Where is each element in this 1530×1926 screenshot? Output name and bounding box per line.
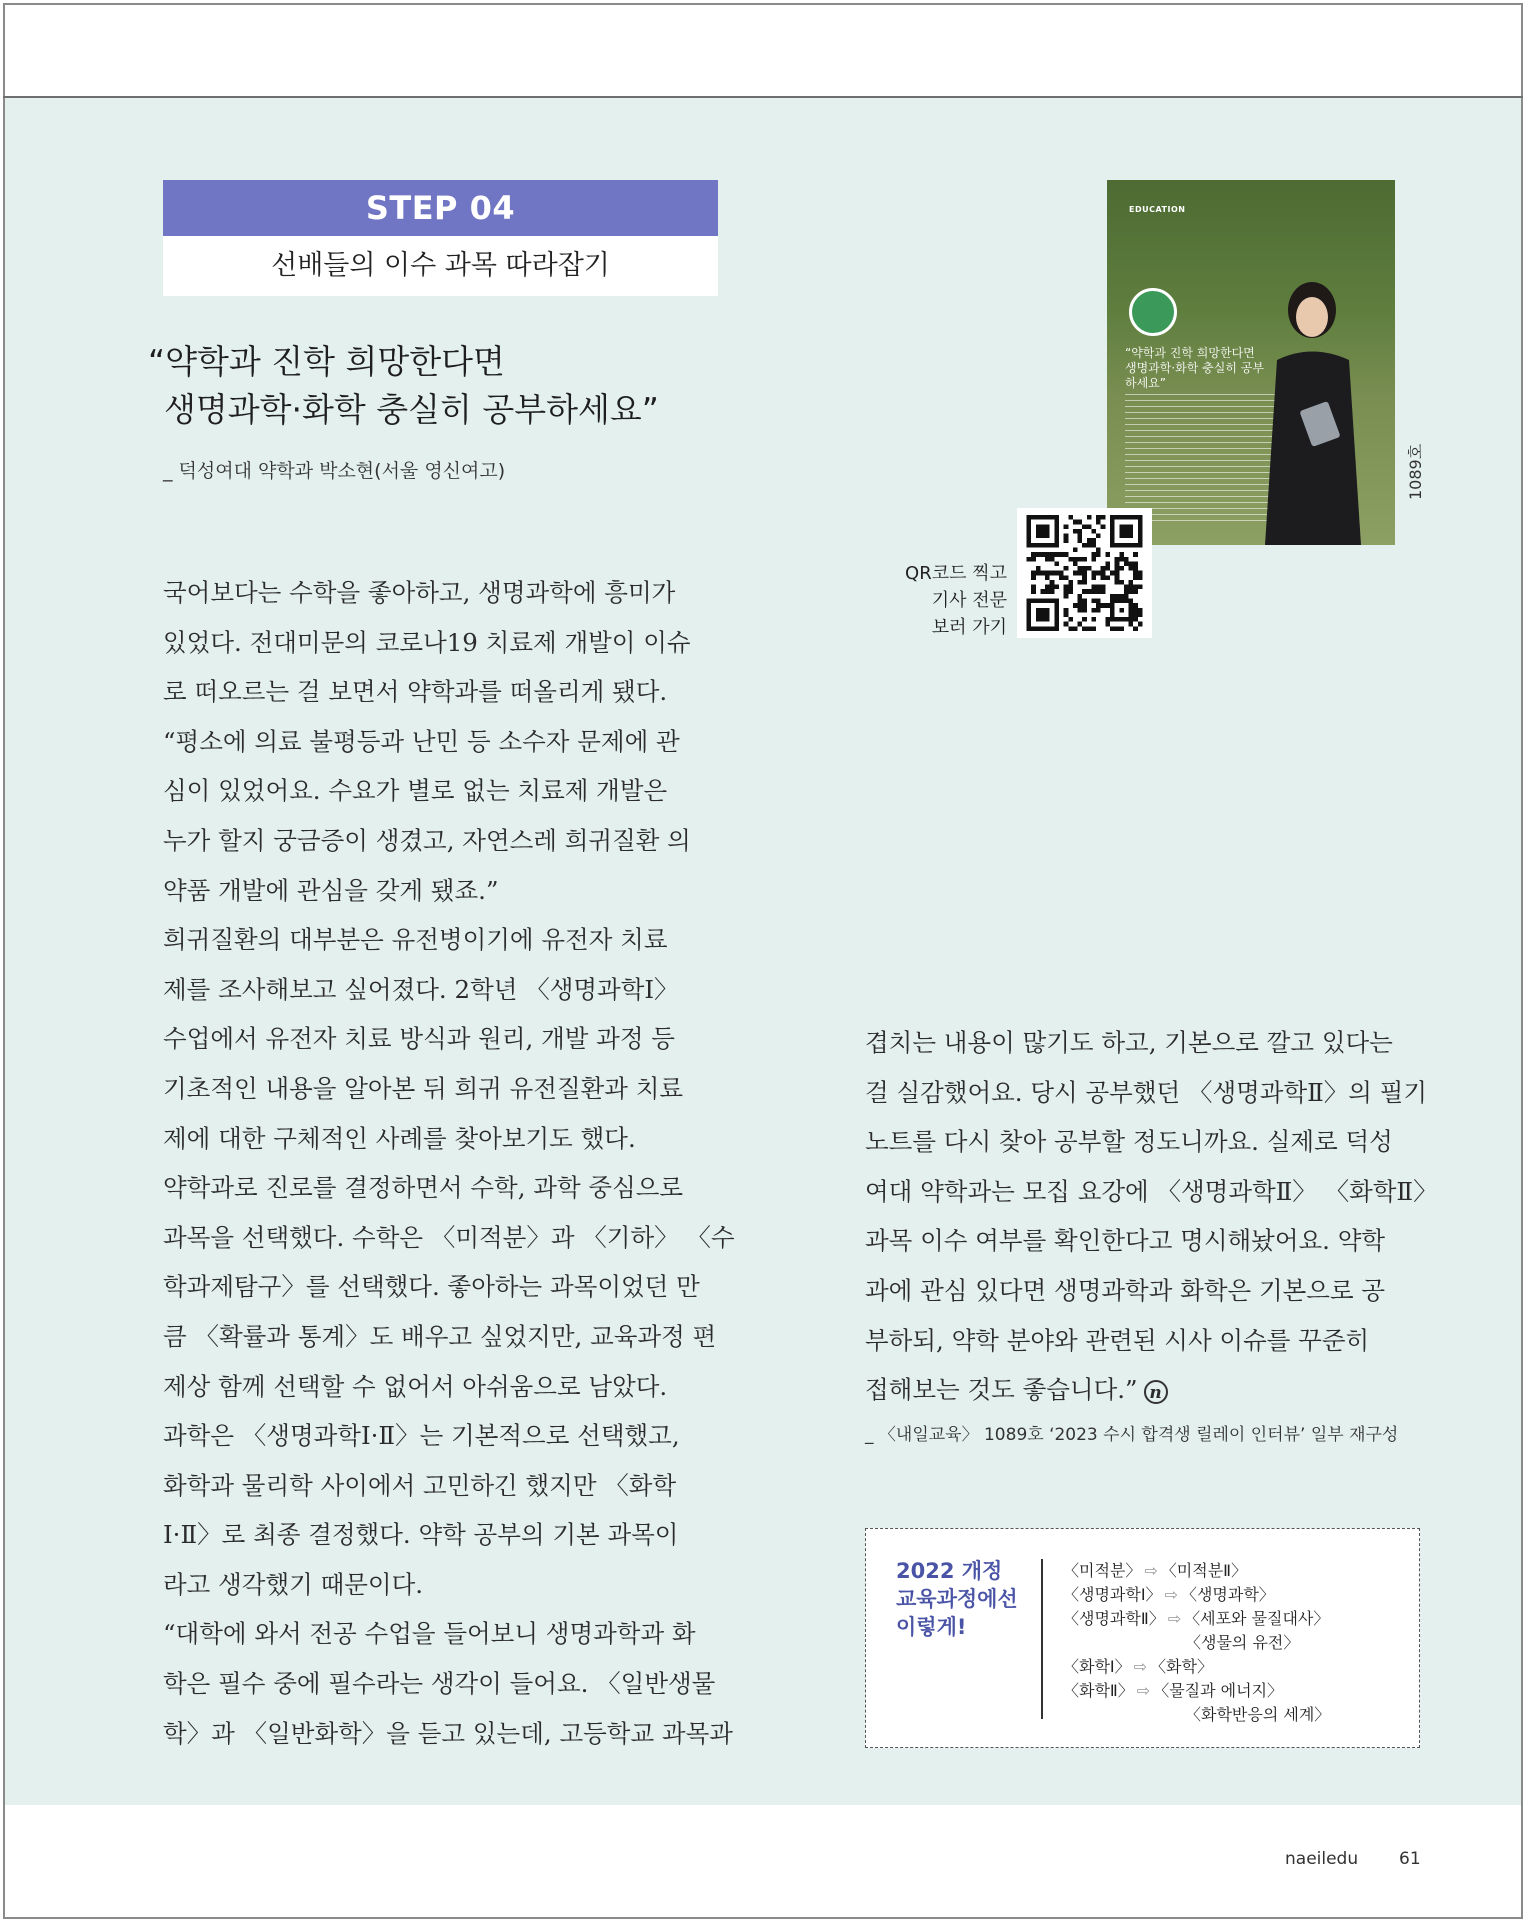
old-subject: 〈생명과학Ⅱ〉 [1063, 1609, 1165, 1628]
body-text-line: 누가 할지 궁금증이 생겼고, 자연스레 희귀질환 의 [163, 825, 691, 855]
curriculum-row [1063, 1655, 1330, 1679]
body-text-left-column [163, 568, 735, 1758]
body-text-line: 심이 있었어요. 수요가 별로 없는 치료제 개발은 [163, 776, 668, 806]
curriculum-box-title [896, 1557, 1026, 1641]
student-photo-icon [1257, 265, 1367, 545]
new-subject: 〈미적분Ⅱ〉 [1160, 1561, 1248, 1580]
source-note: _ 〈내일교육〉 1089호 ‘2023 수시 합격생 릴레이 인터뷰’ 일부 재구성 [865, 1425, 1399, 1445]
cover-title: “약학과 진학 희망한다면 생명과학·화학 충실히 공부하세요” [1125, 346, 1264, 390]
curriculum-row [1063, 1703, 1330, 1727]
body-text-line: 수업에서 유전자 치료 방식과 원리, 개발 과정 등 [163, 1024, 675, 1054]
issue-number: 1089호 [1406, 443, 1425, 500]
qr-caption-line: 기사 전문 [931, 590, 1007, 611]
new-subject: 〈세포와 물질대사〉 [1184, 1609, 1330, 1628]
arrow-right-icon: ⇨ [1144, 1561, 1158, 1580]
old-subject: 〈미적분〉 [1063, 1561, 1142, 1580]
page-number: 61 [1399, 1849, 1421, 1869]
body-text-line: 있었다. 전대미문의 코로나19 치료제 개발이 이슈 [163, 627, 691, 657]
body-text-line: 과목을 선택했다. 수학은 〈미적분〉과 〈기하〉 〈수 [163, 1222, 735, 1252]
body-text-line: 희귀질환의 대부분은 유전병이기에 유전자 치료 [163, 925, 668, 955]
body-text-line: 큼 〈확률과 통계〉도 배우고 싶었지만, 교육과정 편 [163, 1321, 717, 1351]
body-text-line: 화학과 물리학 사이에서 고민하긴 했지만 〈화학 [163, 1470, 677, 1500]
arrow-right-icon: ⇨ [1133, 1657, 1148, 1676]
naeil-end-mark-icon: n [1144, 1380, 1168, 1404]
cover-badge-icon [1129, 288, 1177, 336]
body-text-line: 라고 생각했기 때문이다. [163, 1569, 424, 1599]
body-text-line: 제상 함께 선택할 수 없어서 아쉬움으로 남았다. [163, 1371, 668, 1401]
body-text-line-text: 접해보는 것도 좋습니다.” [865, 1375, 1138, 1405]
footer-brand: naeiledu [1285, 1849, 1359, 1869]
curriculum-title-line: 2022 개정 [896, 1559, 1003, 1583]
step-subtitle: 선배들의 이수 과목 따라잡기 [163, 236, 718, 296]
qr-caption-line: 보러 가기 [931, 617, 1007, 638]
body-text-line: 제에 대한 구체적인 사례를 찾아보기도 했다. [163, 1123, 636, 1153]
new-subject: 〈물질과 에너지〉 [1153, 1681, 1284, 1700]
curriculum-title-line: 이렇게! [896, 1615, 967, 1639]
cover-section-label: EDUCATION [1129, 205, 1186, 214]
body-text-line: 약학과로 진로를 결정하면서 수학, 과학 중심으로 [163, 1173, 684, 1203]
curriculum-row [1063, 1679, 1330, 1703]
qr-caption [895, 560, 1007, 641]
body-text-line: 학〉과 〈일반화학〉을 듣고 있는데, 고등학교 과목과 [163, 1718, 733, 1748]
old-subject: 〈화학Ⅱ〉 [1063, 1681, 1134, 1700]
old-subject: 〈화학Ⅰ〉 [1063, 1657, 1131, 1676]
magazine-cover-thumbnail [1107, 180, 1395, 545]
arrow-right-icon: ⇨ [1167, 1609, 1182, 1628]
body-text-line: Ⅰ·Ⅱ〉로 최종 결정했다. 약학 공부의 기본 과목이 [163, 1520, 679, 1550]
byline: _ 덕성여대 약학과 박소현(서울 영신여고) [163, 460, 506, 482]
headline-line-2: 생명과학·화학 충실히 공부하세요” [164, 390, 659, 429]
body-text-line: 학은 필수 중에 필수라는 생각이 들어요. 〈일반생물 [163, 1669, 716, 1699]
body-text-line: 과학은 〈생명과학Ⅰ·Ⅱ〉는 기본적으로 선택했고, [163, 1421, 680, 1451]
headline [148, 338, 768, 434]
body-text-line [865, 1365, 1425, 1415]
qr-caption-line: QR코드 찍고 [905, 563, 1007, 584]
body-text-line: “대학에 와서 전공 수업을 들어보니 생명과학과 화 [163, 1619, 696, 1649]
curriculum-title-line: 교육과정에선 [896, 1587, 1018, 1611]
body-text-line: 로 떠오르는 걸 보면서 약학과를 떠올리게 됐다. [163, 677, 668, 707]
new-subject: 〈생명과학〉 [1180, 1585, 1275, 1604]
body-text-line: 부하되, 약학 분야와 관련된 시사 이슈를 꾸준히 [865, 1325, 1370, 1355]
qr-code-icon [1025, 515, 1144, 631]
body-text-line: 학과제탐구〉를 선택했다. 좋아하는 과목이었던 만 [163, 1272, 700, 1302]
body-text-line: 과목 이수 여부를 확인한다고 명시해놨어요. 약학 [865, 1226, 1386, 1256]
cover-text-block [1125, 394, 1275, 524]
curriculum-row [1063, 1583, 1330, 1607]
qr-code[interactable] [1017, 508, 1152, 638]
curriculum-row [1063, 1631, 1330, 1655]
arrow-right-icon: ⇨ [1136, 1681, 1151, 1700]
body-text-line: 걸 실감했어요. 당시 공부했던 〈생명과학Ⅱ〉의 필기 [865, 1077, 1428, 1107]
old-subject: 〈생명과학Ⅰ〉 [1063, 1585, 1162, 1604]
body-text-line: 노트를 다시 찾아 공부할 정도니까요. 실제로 덕성 [865, 1127, 1393, 1157]
body-text-line: 기초적인 내용을 알아본 뒤 희귀 유전질환과 치료 [163, 1073, 684, 1103]
curriculum-row [1063, 1607, 1330, 1631]
new-subject: 〈생물의 유전〉 [1185, 1633, 1300, 1652]
headline-line-1: “약학과 진학 희망한다면 [148, 342, 505, 381]
body-text-line: 국어보다는 수학을 좋아하고, 생명과학에 흥미가 [163, 578, 676, 607]
curriculum-change-box [865, 1528, 1420, 1748]
body-text-line: 겹치는 내용이 많기도 하고, 기본으로 깔고 있다는 [865, 1028, 1393, 1057]
step-label: STEP 04 [163, 180, 718, 236]
body-text-line: “평소에 의료 불평등과 난민 등 소수자 문제에 관 [163, 726, 680, 756]
curriculum-list [1063, 1559, 1330, 1727]
body-text-line: 제를 조사해보고 싶어졌다. 2학년 〈생명과학Ⅰ〉 [163, 974, 679, 1004]
new-subject: 〈화학〉 [1150, 1657, 1213, 1676]
body-text-line: 과에 관심 있다면 생명과학과 화학은 기본으로 공 [865, 1275, 1386, 1305]
new-subject: 〈화학반응의 세계〉 [1185, 1705, 1331, 1724]
body-text-right-column [865, 1018, 1438, 1415]
curriculum-divider [1041, 1559, 1043, 1719]
curriculum-row [1063, 1559, 1330, 1583]
body-text-line: 여대 약학과는 모집 요강에 〈생명과학Ⅱ〉 〈화학Ⅱ〉 [865, 1176, 1438, 1206]
body-text-line: 약품 개발에 관심을 갖게 됐죠.” [163, 875, 499, 905]
arrow-right-icon: ⇨ [1164, 1585, 1178, 1604]
